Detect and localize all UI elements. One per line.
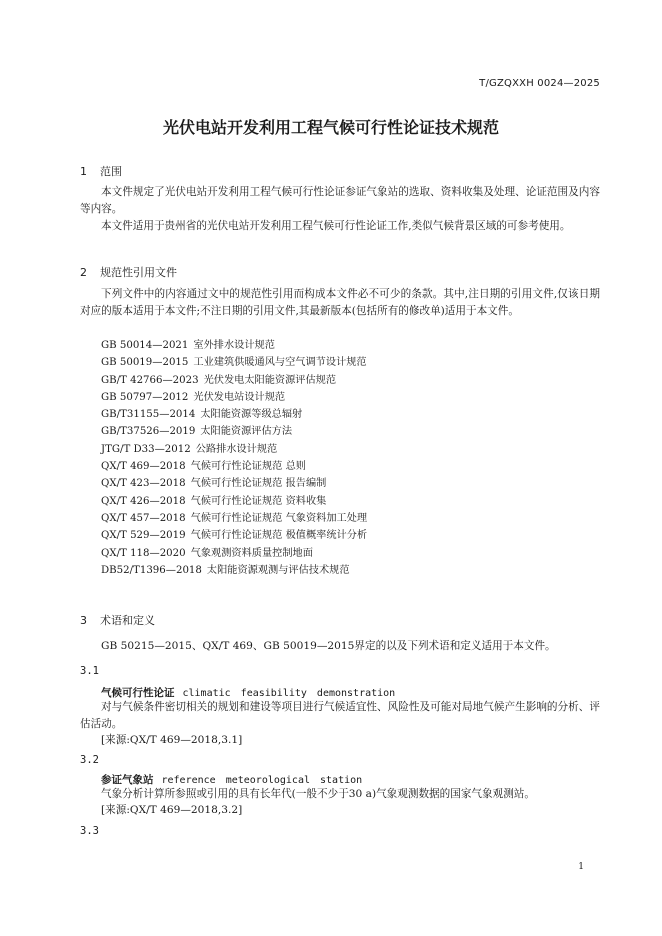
reference-item [101, 337, 367, 354]
term-chinese: 气候可行性论证 [101, 687, 175, 699]
section-number: 1 [80, 165, 87, 178]
term-source: [来源:QX/T 469—2018,3.1] [101, 734, 243, 746]
section-title: 术语和定义 [100, 614, 155, 627]
reference-item [101, 423, 367, 440]
terms-intro-paragraph: GB 50215—2015、QX/T 469、GB 50019—2015界定的以及下列术语和定义适用于本文件。 [101, 640, 556, 652]
reference-code: GB/T31155—2014 [101, 409, 196, 421]
reference-code: QX/T 426—2018 [101, 495, 186, 507]
reference-item [101, 389, 367, 406]
reference-code: QX/T 423—2018 [101, 478, 186, 490]
reference-code: DB52/T1396—2018 [101, 564, 202, 576]
reference-item [101, 510, 367, 527]
reference-code: GB 50019—2015 [101, 357, 189, 369]
term-heading [101, 772, 362, 787]
reference-item [101, 527, 367, 544]
reference-title: 气候可行性论证规范 资料收集 [190, 495, 327, 507]
reference-title: 光伏发电站设计规范 [193, 391, 286, 403]
reference-code: GB 50797—2012 [101, 391, 189, 403]
reference-item [101, 562, 367, 579]
reference-title: 气候可行性论证规范 极值概率统计分析 [190, 530, 368, 542]
section-number: 2 [80, 266, 87, 279]
reference-title: 气候可行性论证规范 报告编制 [190, 478, 327, 490]
reference-title: 工业建筑供暖通风与空气调节设计规范 [193, 357, 367, 369]
term-english: climatic feasibility demonstration [182, 688, 396, 699]
section-title: 范围 [100, 165, 122, 178]
reference-code: QX/T 118—2020 [101, 547, 186, 559]
reference-item [101, 441, 367, 458]
reference-title: 气象观测资料质量控制地面 [190, 547, 313, 559]
section-title: 规范性引用文件 [100, 266, 177, 279]
term-english: reference meteorological station [161, 775, 363, 786]
reference-title: 公路排水设计规范 [195, 443, 278, 455]
reference-item [101, 458, 367, 475]
reference-item [101, 372, 367, 389]
reference-title: 太阳能资源等级总辐射 [200, 409, 303, 421]
reference-code: QX/T 529—2019 [101, 530, 186, 542]
reference-item [101, 475, 367, 492]
reference-item [101, 406, 367, 423]
term-definition: 对与气候条件密切相关的规划和建设等项目进行气候适宜性、风险性及可能对局地气候产生影响的分析、评估活动。 [80, 701, 600, 730]
reference-item [101, 354, 367, 371]
section-number: 3 [80, 614, 87, 627]
reference-item [101, 545, 367, 562]
term-definition: 气象分析计算所参照或引用的具有长年代(一般不少于30 a)气象观测数据的国家气象观测站。 [101, 788, 535, 800]
scope-paragraph-2: 本文件适用于贵州省的光伏电站开发利用工程气候可行性论证工作,类似气候背景区域的可参考使用。 [101, 220, 571, 232]
reference-title: 光伏发电太阳能资源评估规范 [203, 374, 337, 386]
term-source: [来源:QX/T 469—2018,3.2] [101, 804, 243, 816]
reference-title: 室外排水设计规范 [193, 340, 275, 351]
reference-title: 气候可行性论证规范 总则 [190, 461, 306, 473]
reference-code: GB 50014—2021 [101, 340, 189, 351]
term-number: 3.3 [80, 825, 99, 837]
reference-code: QX/T 457—2018 [101, 512, 186, 524]
reference-code: JTG/T D33—2012 [101, 443, 191, 455]
term-number: 3.2 [80, 754, 99, 766]
section-heading-terms-and-definitions [80, 612, 155, 628]
section-heading-scope [80, 163, 122, 179]
reference-title: 气候可行性论证规范 气象资料加工处理 [190, 512, 368, 524]
reference-title: 太阳能资源评估方法 [200, 426, 293, 438]
document-title: 光伏电站开发利用工程气候可行性论证技术规范 [162, 118, 499, 137]
term-chinese: 参证气象站 [101, 774, 154, 786]
document-code: T/GZQXXH 0024—2025 [479, 78, 600, 89]
reference-code: GB/T 42766—2023 [101, 374, 199, 386]
reference-code: GB/T37526—2019 [101, 426, 196, 438]
reference-code: QX/T 469—2018 [101, 461, 186, 473]
page-number: 1 [578, 862, 584, 872]
section-heading-normative-references [80, 264, 177, 280]
scope-paragraph-1: 本文件规定了光伏电站开发利用工程气候可行性论证参证气象站的选取、资料收集及处理、论证范围及内容等内容。 [80, 186, 600, 215]
term-heading [101, 685, 395, 700]
references-intro-paragraph: 下列文件中的内容通过文中的规范性引用而构成本文件必不可少的条款。其中,注日期的引用文件,仅该日期对应的版本适用于本文件;不注日期的引用文件,其最新版本(包括所有的修改单)适用于本文件。 [80, 288, 600, 317]
reference-item [101, 493, 367, 510]
term-number: 3.1 [80, 665, 99, 677]
reference-list [101, 337, 367, 579]
reference-title: 太阳能资源观测与评估技术规范 [206, 564, 350, 576]
